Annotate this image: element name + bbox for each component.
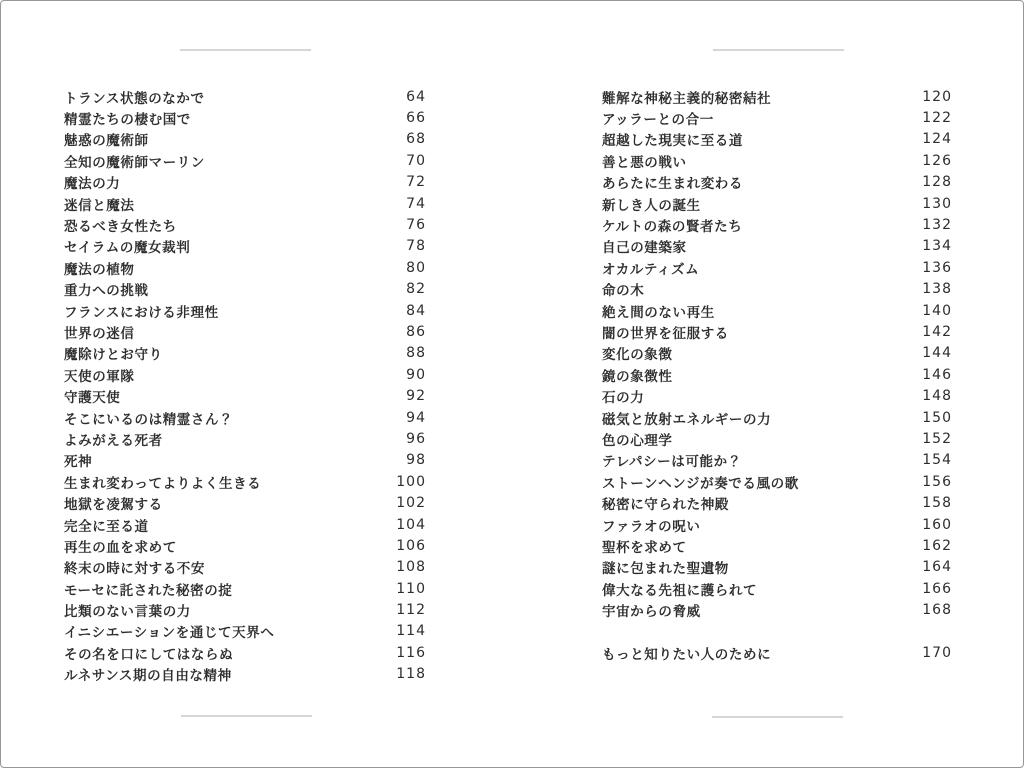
toc-entry-page-number: 110	[396, 580, 426, 597]
toc-entry-page-number: 166	[922, 580, 952, 597]
toc-entry	[64, 535, 426, 556]
toc-entry	[64, 407, 426, 428]
toc-entry-page-number: 112	[396, 602, 426, 619]
toc-entry-page-number: 138	[922, 281, 952, 298]
toc-entry-page-number: 136	[922, 259, 952, 276]
toc-entry-page-number: 82	[406, 281, 426, 298]
toc-entry-title: 完全に至る道	[64, 518, 149, 535]
toc-entry-title: 新しき人の誕生	[602, 197, 701, 214]
toc-entry-title: 秘密に守られた神殿	[602, 497, 729, 514]
toc-entry-title: 闇の世界を征服する	[602, 325, 729, 342]
toc-entry-title: 超越した現実に至る道	[602, 133, 743, 150]
toc-entry-title: イニシエーションを通じて天界へ	[64, 625, 275, 642]
toc-entry-page-number: 86	[406, 323, 426, 340]
toc-entry-page-number: 128	[922, 174, 952, 191]
toc-entry	[602, 599, 952, 620]
toc-entry	[64, 150, 426, 171]
toc-entry-title: あらたに生まれ変わる	[602, 176, 743, 193]
toc-entry-title: 色の心理学	[602, 432, 673, 449]
toc-entry	[64, 664, 426, 685]
toc-entry	[64, 514, 426, 535]
toc-entry	[64, 193, 426, 214]
toc-entry	[64, 450, 426, 471]
toc-entry-title: 難解な神秘主義的秘密結社	[602, 90, 772, 107]
toc-entry-page-number: 156	[922, 473, 952, 490]
toc-entry	[64, 86, 426, 107]
toc-entry-page-number: 140	[922, 302, 952, 319]
toc-entry-page-number: 124	[922, 131, 952, 148]
toc-entry	[64, 279, 426, 300]
toc-entry-title: 再生の血を求めて	[64, 539, 177, 556]
toc-entry-title: 魔法の力	[64, 176, 121, 193]
toc-entry-title: 天使の軍隊	[64, 368, 135, 385]
toc-entry-page-number: 100	[396, 473, 426, 490]
toc-entry	[64, 172, 426, 193]
toc-entry-title: 生まれ変わってよりよく生きる	[64, 475, 262, 492]
toc-entry	[602, 557, 952, 578]
toc-entry-page-number: 98	[406, 452, 426, 469]
toc-entry	[602, 492, 952, 513]
toc-entry-title: フランスにおける非理性	[64, 304, 219, 321]
toc-entry-page-number: 106	[396, 537, 426, 554]
toc-entry-page-number: 116	[396, 644, 426, 661]
toc-entry-page-number: 158	[922, 495, 952, 512]
toc-entry	[602, 236, 952, 257]
toc-entry-title: 重力への挑戦	[64, 283, 149, 300]
toc-entry-title: もっと知りたい人のために	[602, 646, 772, 663]
toc-entry-page-number: 94	[406, 409, 426, 426]
toc-entry-title: ストーンヘンジが奏でる風の歌	[602, 475, 799, 492]
toc-entry-page-number: 126	[922, 152, 952, 169]
toc-entry-page-number: 154	[922, 452, 952, 469]
toc-entry	[64, 471, 426, 492]
toc-entry-page-number: 160	[922, 516, 952, 533]
toc-entry	[602, 193, 952, 214]
toc-entry-title: 命の木	[602, 283, 645, 300]
toc-entry	[64, 129, 426, 150]
toc-entry	[64, 236, 426, 257]
toc-entry-page-number: 114	[396, 623, 426, 640]
toc-entry-title: そこにいるのは精霊さん？	[64, 411, 234, 428]
toc-entry-page-number: 120	[922, 88, 952, 105]
toc-entry	[602, 343, 952, 364]
toc-entry	[64, 557, 426, 578]
toc-entry-title: 鏡の象徴性	[602, 368, 673, 385]
toc-entry-title: 全知の魔術師マーリン	[64, 154, 205, 171]
toc-entry-page-number: 170	[922, 644, 952, 661]
toc-entry	[64, 257, 426, 278]
toc-entry	[64, 321, 426, 342]
toc-entry-title: 地獄を凌駕する	[64, 497, 163, 514]
toc-entry	[602, 150, 952, 171]
toc-entry-title: 迷信と魔法	[64, 197, 135, 214]
toc-entry	[602, 428, 952, 449]
toc-entry-page-number: 74	[406, 195, 426, 212]
toc-entry	[602, 535, 952, 556]
toc-entry-title: 変化の象徴	[602, 347, 673, 364]
toc-entry	[64, 300, 426, 321]
toc-entry-title: トランス状態のなかで	[64, 90, 205, 107]
ornament-rule-top-left	[180, 49, 311, 51]
toc-entry	[64, 107, 426, 128]
toc-entry	[602, 279, 952, 300]
toc-entry-title: 比類のない言葉の力	[64, 604, 191, 621]
toc-entry-title: テレパシーは可能か？	[602, 454, 742, 471]
toc-entry	[602, 257, 952, 278]
toc-entry-page-number: 90	[406, 366, 426, 383]
toc-entry-page-number: 162	[922, 537, 952, 554]
toc-entry	[602, 214, 952, 235]
toc-entry-page-number: 130	[922, 195, 952, 212]
toc-entry-title: 聖杯を求めて	[602, 539, 687, 556]
toc-entry-title: 善と悪の戦い	[602, 154, 687, 171]
toc-entry	[602, 385, 952, 406]
toc-entry-page-number: 76	[406, 217, 426, 234]
toc-entry-page-number: 146	[922, 366, 952, 383]
toc-entry-page-number: 64	[406, 88, 426, 105]
toc-entry-title: 磁気と放射エネルギーの力	[602, 411, 772, 428]
toc-entry	[64, 385, 426, 406]
toc-entry-page-number: 70	[406, 152, 426, 169]
toc-entry-page-number: 104	[396, 516, 426, 533]
toc-entry-title: 終末の時に対する不安	[64, 561, 205, 578]
toc-entry-page-number: 80	[406, 259, 426, 276]
toc-entry-page-number: 132	[922, 217, 952, 234]
toc-entry-title: よみがえる死者	[64, 432, 163, 449]
toc-entry	[602, 364, 952, 385]
toc-entry-page-number: 84	[406, 302, 426, 319]
toc-entry	[602, 86, 952, 107]
toc-entry	[64, 599, 426, 620]
toc-entry	[602, 471, 952, 492]
ornament-rule-top-right	[713, 49, 844, 51]
toc-entry-title: 世界の迷信	[64, 325, 135, 342]
toc-entry-page-number: 152	[922, 430, 952, 447]
toc-entry-title: 魅惑の魔術師	[64, 133, 149, 150]
toc-entry	[602, 129, 952, 150]
ornament-rule-bottom-right	[712, 716, 843, 718]
toc-column-right	[602, 86, 952, 664]
toc-entry-title: 謎に包まれた聖遺物	[602, 561, 729, 578]
toc-entry-title: 死神	[64, 454, 93, 471]
ornament-rule-bottom-left	[181, 715, 312, 717]
toc-entry	[602, 107, 952, 128]
toc-entry-page-number: 68	[406, 131, 426, 148]
toc-entry-page-number: 72	[406, 174, 426, 191]
toc-entry-title: 精霊たちの棲む国で	[64, 112, 191, 129]
toc-entry	[602, 300, 952, 321]
toc-entry	[602, 172, 952, 193]
toc-entry-page-number: 164	[922, 559, 952, 576]
toc-entry	[64, 214, 426, 235]
toc-entry-title: 宇宙からの脅威	[602, 604, 701, 621]
toc-entry-title: その名を口にしてはならぬ	[64, 646, 234, 663]
toc-entry-page-number: 102	[396, 495, 426, 512]
toc-entry-page-number: 88	[406, 345, 426, 362]
toc-entry	[602, 407, 952, 428]
toc-entry-title: ルネサンス期の自由な精神	[64, 668, 232, 685]
toc-entry-page-number: 142	[922, 323, 952, 340]
toc-entry-title: 守護天使	[64, 390, 121, 407]
toc-entry-page-number: 66	[406, 110, 426, 127]
toc-entry	[64, 343, 426, 364]
toc-entry	[602, 642, 952, 663]
toc-column-left	[64, 86, 426, 685]
toc-entry-page-number: 134	[922, 238, 952, 255]
toc-entry-page-number: 150	[922, 409, 952, 426]
toc-entry-page-number: 108	[396, 559, 426, 576]
toc-entry	[602, 450, 952, 471]
toc-entry	[602, 578, 952, 599]
toc-entry-page-number: 96	[406, 430, 426, 447]
toc-entry-title: 絶え間のない再生	[602, 304, 715, 321]
toc-entry	[602, 514, 952, 535]
toc-entry	[64, 364, 426, 385]
toc-entry-title: 自己の建築家	[602, 240, 687, 257]
toc-entry-page-number: 92	[406, 388, 426, 405]
toc-entry-title: セイラムの魔女裁判	[64, 240, 191, 257]
toc-entry	[602, 321, 952, 342]
toc-entry-page-number: 168	[922, 602, 952, 619]
toc-entry-page-number: 118	[396, 666, 426, 683]
toc-entry-page-number: 148	[922, 388, 952, 405]
toc-entry-title: 偉大なる先祖に護られて	[602, 582, 758, 599]
toc-entry-title: 恐るべき女性たち	[64, 219, 177, 236]
toc-entry	[64, 578, 426, 599]
toc-entry-page-number: 122	[922, 110, 952, 127]
toc-entry-title: 魔法の植物	[64, 261, 135, 278]
toc-entry	[64, 428, 426, 449]
toc-entry-title: 魔除けとお守り	[64, 347, 163, 364]
toc-entry-title: ケルトの森の賢者たち	[602, 219, 743, 236]
toc-entry-title: モーセに託された秘密の掟	[64, 582, 233, 599]
toc-entry-page-number: 144	[922, 345, 952, 362]
toc-entry-title: ファラオの呪い	[602, 518, 701, 535]
toc-entry-page-number: 78	[406, 238, 426, 255]
toc-entry-title: アッラーとの合一	[602, 112, 714, 129]
toc-entry-title: オカルティズム	[602, 261, 700, 278]
toc-entry	[64, 642, 426, 663]
toc-entry-title: 石の力	[602, 390, 645, 407]
toc-entry	[64, 492, 426, 513]
toc-entry	[64, 621, 426, 642]
